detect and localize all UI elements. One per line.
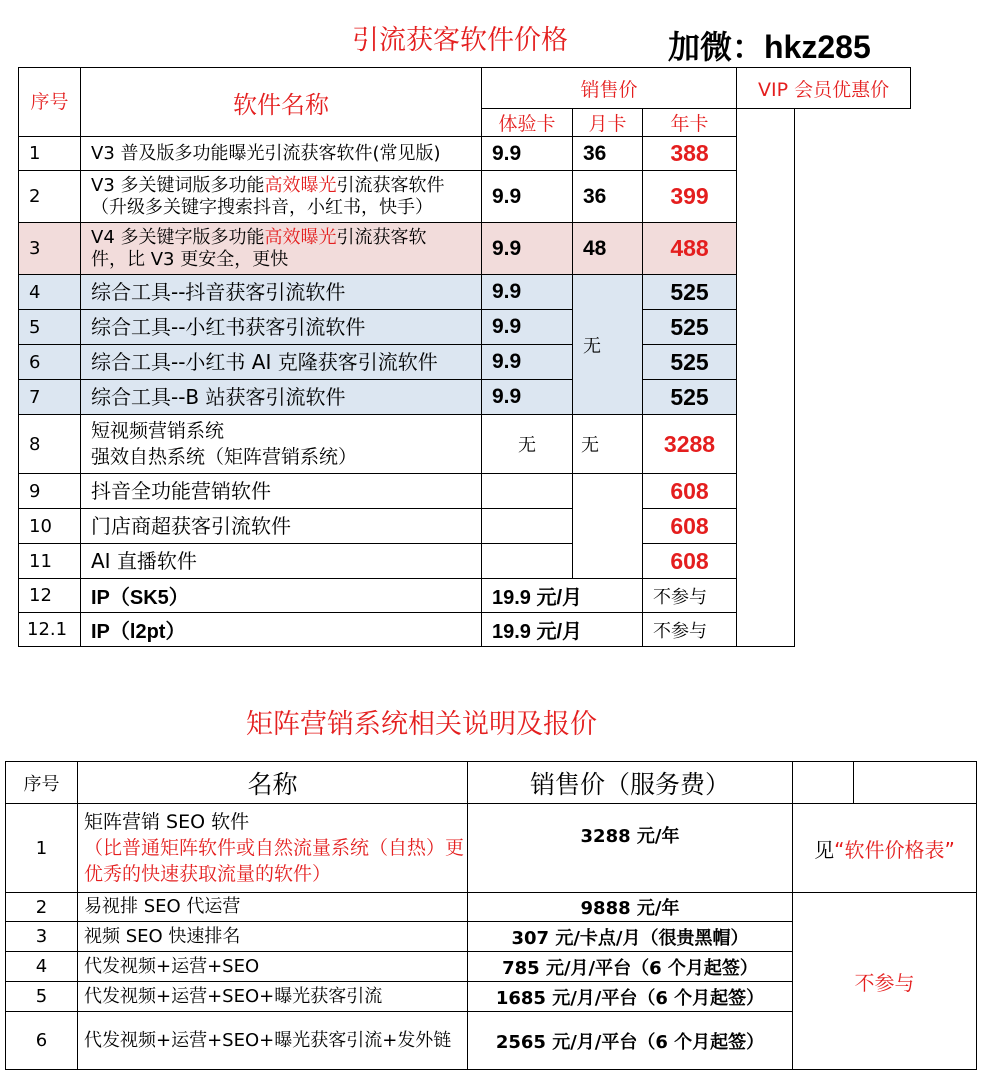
table-row: 1 矩阵营销 SEO 软件 （比普通矩阵软件或自然流量系统（自热）更优秀的快速获取流量的软件） 3288 元/年 见“软件价格表” [6,804,977,893]
table-row: 2 易视排 SEO 代运营 9888 元/年 不参与 [6,893,977,922]
matrix-price-table: 序号 名称 销售价（服务费） 1 矩阵营销 SEO 软件 （比普通矩阵软件或自然流量系统（自热）更优秀的快速获取流量的软件） 3288 元/年 见“软件价格表” 2 易视排 SEO 代运营 9888 元/年 不参与 3 视频 SEO 快速排名 307 元/卡点/月（很贵黑帽） 4 代发视频+运营+SEO 785 元/月/平台（6 个月起签） 5 代发视频+运营+SEO+曝光获客引流 1685 元/月/平台（6 个月起签） 6 代发视频+运营+SEO+曝光获客引流+发外链 2565 元/月/平台（6 个月起签） [5,761,977,1070]
table-row: 4 代发视频+运营+SEO 785 元/月/平台（6 个月起签） [6,952,977,982]
header-name: 软件名称 [81,68,482,137]
header-month: 月卡 [573,109,643,137]
table-row: 10 门店商超获客引流软件 608 [19,509,911,544]
page-title: 引流获客软件价格 [352,25,568,56]
table-row: 6 代发视频+运营+SEO+曝光获客引流+发外链 2565 元/月/平台（6 个月起签） [6,1012,977,1070]
header-vip: VIP 会员优惠价 [737,68,911,109]
contact-wechat: 加微：hkz285 [668,29,871,65]
price-table [18,67,911,647]
table-row: 3 V4 多关键字版多功能高效曝光引流获客软 件，比 V3 更安全，更快 9.9 48 488 [19,223,911,275]
table-row: 5 综合工具--小红书获客引流软件 9.9 525 [19,310,911,345]
header-trial: 体验卡 [482,109,573,137]
table-row: 3 视频 SEO 快速排名 307 元/卡点/月（很贵黑帽） [6,922,977,952]
merged-none-cell: 无 [573,275,643,415]
section-title: 矩阵营销系统相关说明及报价 [246,709,597,740]
table-row: 8 短视频营销系统 强效自热系统（矩阵营销系统） 无 无 3288 [19,415,911,474]
table-row: 7 综合工具--B 站获客引流软件 9.9 525 [19,380,911,415]
table-row: 11 AI 直播软件 608 [19,544,911,579]
table-row: 2 V3 多关键词版多功能高效曝光引流获客软件 （升级多关键字搜索抖音，小红书，快手） 9.9 36 399 [19,171,911,223]
table-row: 1 V3 普及版多功能曝光引流获客软件(常见版) 9.9 36 388 [19,137,911,171]
header-year: 年卡 [643,109,737,137]
header-index: 序号 [19,68,81,137]
table-row: 4 综合工具--抖音获客引流软件 9.9 无 525 [19,275,911,310]
header-sale-price: 销售价 [482,68,737,109]
table-row: 9 抖音全功能营销软件 608 [19,474,911,509]
table-row: 6 综合工具--小红书 AI 克隆获客引流软件 9.9 525 [19,345,911,380]
table-row: 5 代发视频+运营+SEO+曝光获客引流 1685 元/月/平台（6 个月起签） [6,982,977,1012]
table-row: 12.1 IP（l2pt） 19.9 元/月 不参与 [19,613,911,647]
table-row: 12 IP（SK5） 19.9 元/月 不参与 [19,579,911,613]
